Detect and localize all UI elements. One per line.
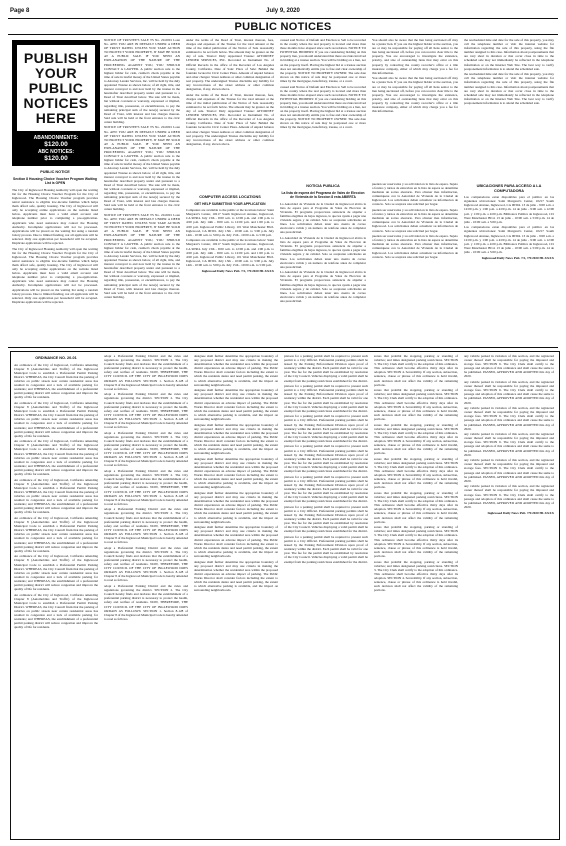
notice-body: under the terms of the Deed of Trust, interest thereon, fees, charges and expenses of the Trustee for the total amount at the time of the initial publication of the Notice of Sale reasonably estimated to be set forth below. The amount may be greater on the day of sale. Trustor: Duly Appointed Trustee: ATTORNEY LENDER SERVICES, INC. Recorded as Instrument No. of Official Records in the office of the Recorder of Los Angeles County, California. Date of Sale: Place of Sale: Behind the fountain located in Civic Center Plaza. Amount of unpaid balance and other charges: Street Address or other common designation of real property. The undersigned Trustee disclaims any liability for any incorrectness of the street address or other common designation, if any, shown above. (186, 92, 274, 146)
ordinance-body: platoon for a parking permit shall be required to present such permit to a City Official. Preferential parking permits shall be issued by the Parking Enforcement Division upon proof of residency within the district. Each permit shall be valid for one year. The fee for the permit shall be established by resolution of the City Council. Vehicles displaying a valid permit shall be exempt from the parking restrictions established for the district. (284, 534, 368, 564)
ordinance-body: designee shall further determine the appropriate boundary of any proposed district and may use criteria in making the determination whether the residential area within the proposed district experiences an adverse impact of parking. The Public Works Director shall consider factors including the extent to which the residents desire and need permit parking, the extent to which alternative parking is available, and the impact on surrounding neighborhoods. (194, 388, 278, 421)
ordinance-body: An ordinance of the City of Inglewood, California amending Chapter 8 (Automobiles and Traffic) of the Inglewood Municipal Code to establish a Preferential Permit Parking District. WHEREAS, the City Council finds that the parking of vehicles on public streets near certain residential areas has resulted in congestion and a lack of available parking for residents; and WHEREAS, the establishment of a preferential permit parking district will reduce congestion and improve the quality of life for residents. (14, 592, 98, 630)
ordinance-col-3 (194, 354, 278, 834)
notice-heading: COMPUTER ACCESS LOCATIONS (199, 195, 261, 199)
ad-price2: $120.00 (44, 154, 68, 162)
ordinance-body: adopt a Preferential Parking District and the rules and regulations governing the district. SECTION 2. The City Council hereby finds and declares that the establishment of a preferential parking district is necessary to protect the health, safety and welfare of residents. NOW, THEREFORE, THE CITY COUNCIL OF THE CITY OF INGLEWOOD DOES ORDAIN AS FOLLOWS: SECTION 1. Section 8-128 of Chapter 8 of the Inglewood Municipal Code is hereby amended to read as follows. (104, 507, 188, 545)
notice-subheading: GET HELP SUBMITTING YOUR APPLICATION (194, 201, 266, 206)
ordinance-body: platoon for a parking permit shall be required to present such permit to a City Official. Preferential parking permits shall be issued by the Parking Enforcement Division upon proof of residency within the district. Each permit shall be valid for one year. The fee for the permit shall be established by resolution of the City Council. Vehicles displaying a valid permit shall be exempt from the parking restrictions established for the district. (284, 504, 368, 534)
notice-body: La Autoridad de Vivienda de la Ciudad de Inglewood abrira la lista de espera para el Programa de Vales de Eleccion de Vivienda. El programa proporciona asistencia de alquiler a familias elegibles de bajos ingresos, lo que les ayuda a pagar una vivienda segura y de calidad. Solo se aceptaran solicitudes en linea. Los solicitantes deben tener una cuenta de correo electronico valida y un numero de telefono antes de completar una presolicitud. (280, 236, 366, 269)
ordinance-body: adopt a Preferential Parking District and the rules and regulations governing the district. SECTION 2. The City Council hereby finds and declares that the establishment of a preferential parking district is necessary to protect the health, safety and welfare of residents. NOW, THEREFORE, THE CITY COUNCIL OF THE CITY OF INGLEWOOD DOES ORDAIN AS FOLLOWS: SECTION 1. Section 8-128 of Chapter 8 of the Inglewood Municipal Code is hereby amended to read as follows. (104, 469, 188, 506)
ordinance-body: zones that prohibit the stopping, parking or standing of vehicles; and times designated parking restrictions. SECTION 3. The City Clerk shall certify to the adoption of this ordinance. This ordinance shall become effective thirty days after its adoption. SECTION 4. Severability. If any section, subsection, sentence, clause or phrase of this ordinance is held invalid, such decision shall not affect the validity of the remaining portions. (374, 388, 458, 421)
ordinance-body: designee shall further determine the appropriate boundary of any proposed district and may use criteria in making the determination whether the residential area within the proposed district experiences an adverse impact of parking. The Public Works Director shall consider factors including the extent to which the residents desire and need permit parking, the extent to which alternative parking is available, and the impact on surrounding neighborhoods. (194, 456, 278, 490)
ordinance-body: zones that prohibit the stopping, parking or standing of vehicles; and times designated parking restrictions. SECTION 3. The City Clerk shall certify to the adoption of this ordinance. This ordinance shall become effective thirty days after its adoption. SECTION 4. Severability. If any section, subsection, sentence, clause or phrase of this ordinance is held invalid, such decision shall not affect the validity of the remaining portions. (374, 354, 458, 387)
title-rule (8, 34, 558, 35)
notice-computer-access (186, 193, 274, 343)
notice-trustee-junior-lien (372, 38, 458, 178)
ordinance-body: An ordinance of the City of Inglewood, California amending Chapter 8 (Automobiles and Traffic) of the Inglewood Municipal Code to establish a Preferential Permit Parking District. WHEREAS, the City Council finds that the parking of vehicles on public streets near certain residential areas has resulted in congestion and a lack of available parking for residents; and WHEREAS, the establishment of a preferential permit parking district will reduce congestion and improve the quality of life for residents. (14, 439, 98, 477)
ordinance-body: designee shall further determine the appropriate boundary of any proposed district and may use criteria in making the determination whether the residential area within the proposed district experiences an adverse impact of parking. The Public Works Director shall consider factors including the extent to which the residents desire and need permit parking, the extent to which alternative parking is available, and the impact on surrounding neighborhoods. (194, 422, 278, 456)
ordinance-body: any vehicle parked in violation of this section, and the registered owner thereof shall be responsible for paying the impound and storage fees. SECTION 6. The City Clerk shall certify to the passage and adoption of this ordinance and shall cause the same to be published. PASSED, APPROVED AND ADOPTED this day of 2020. (464, 406, 554, 431)
section-divider (8, 347, 558, 348)
section-title: PUBLIC NOTICES (234, 21, 332, 33)
ad-line: PUBLIC (28, 79, 84, 96)
notice-heading: UBICACIONES PARA ACCESO A LA COMPUTADORA (476, 184, 542, 193)
ordinance-body: any vehicle parked in violation of this section, and the registered owner thereof shall be responsible for paying the impound and storage fees. SECTION 6. The City Clerk shall certify to the passage and adoption of this ordinance and shall cause the same to be published. PASSED, APPROVED AND ADOPTED this day of 2020. (464, 484, 554, 509)
notice-body: La Autoridad de Vivienda de la Ciudad de Inglewood abrira la lista de espera para el Programa de Vales de Eleccion de Vivienda. El programa proporciona asistencia de alquiler a familias elegibles de bajos ingresos, lo que les ayuda a pagar una vivienda segura y de calidad. Solo se aceptaran solicitudes en linea. Los solicitantes deben tener una cuenta de correo electronico valida y un numero de telefono antes de completar una presolicitud. (280, 270, 366, 303)
ordinance-body: platoon for a parking permit shall be required to present such permit to a City Official. Preferential parking permits shall be issued by the Parking Enforcement Division upon proof of residency within the district. Each permit shall be valid for one year. The fee for the permit shall be established by resolution of the City Council. Vehicles displaying a valid permit shall be exempt from the parking restrictions established for the district. (284, 354, 368, 383)
notice-body: caused said Notice of Default and Election to Sell to be recorded in the county where the real property is located and more than three months have elapsed since such recordation. NOTICE TO POTENTIAL BIDDERS: If you are considering bidding on this property lien, you should understand that there are risks involved in bidding at a trustee auction. You will be bidding on a lien, not on the property itself. Placing the highest bid at a trustee auction does not automatically entitle you to free and clear ownership of the property. NOTICE TO PROPERTY OWNER: The sale date shown on this notice of sale may be postponed one or more times by the mortgagee, beneficiary, trustee, or a court. (280, 84, 366, 130)
ordinance-col-6 (464, 354, 554, 834)
notice-body: You should also be aware that the lien being auctioned off may be a junior lien. If you are the highest bidder at the auction, you are or may be responsible for paying off all liens senior to the lien being auctioned off, before you can receive clear title to the property. You are encouraged to investigate the existence, priority, and size of outstanding liens that may exist on this property by contacting the county recorder's office or a title insurance company, either of which may charge you a fee for this information. (372, 38, 458, 75)
issue-date: July 9, 2020 (266, 8, 300, 14)
ad-headline (17, 45, 95, 131)
publication-line: Inglewood Daily News Pub. 7/9/2020 HI-XXXX (487, 510, 554, 515)
ordinance-body: adopt a Preferential Parking District and the rules and regulations governing the district. SECTION 2. The City Council hereby finds and declares that the establishment of a preferential parking district is necessary to protect the health, safety and welfare of residents. NOW, THEREFORE, THE CITY COUNCIL OF THE CITY OF INGLEWOOD DOES ORDAIN AS FOLLOWS: SECTION 1. Section 8-128 of Chapter 8 of the Inglewood Municipal Code is hereby amended to read as follows. (104, 430, 188, 468)
ad-line: NOTICES (23, 94, 89, 111)
publication-line: Inglewood Daily News Pub. 7/2, 7/9/2020 HI-XXXX (201, 269, 274, 273)
ordinance-body: any vehicle parked in violation of this section, and the registered owner thereof shall be responsible for paying the impound and storage fees. SECTION 6. The City Clerk shall certify to the passage and adoption of this ordinance and shall cause the same to be published. PASSED, APPROVED AND ADOPTED this day of 2020. (464, 354, 554, 379)
ad-line: YOUR (34, 64, 78, 81)
ordinance-body: any vehicle parked in violation of this section, and the registered owner thereof shall be responsible for paying the impound and storage fees. SECTION 6. The City Clerk shall certify to the passage and adoption of this ordinance and shall cause the same to be published. PASSED, APPROVED AND ADOPTED this day of 2020. (464, 380, 554, 405)
notice-body: pueden ser reservadas y su actividad en la lista de espera. Sujeto a fondos y turnos de entrevista en la lista de espera se determina mediante un sorteo aleatorio. Para obtener mas informacion, comuniquese con la Autoridad de Vivienda de la Ciudad de Inglewood. Los solicitantes deben actualizar su informacion de contacto. Solo se aceptara una solicitud por hogar. (372, 182, 458, 207)
ad-price2-label: ABC NOTICES: (37, 148, 75, 155)
notice-body: pueden ser reservadas y su actividad en la lista de espera. Sujeto a fondos y turnos de entrevista en la lista de espera se determina mediante un sorteo aleatorio. Para obtener mas informacion, comuniquese con la Autoridad de Vivienda de la Ciudad de Inglewood. Los solicitantes deben actualizar su informacion de contacto. Solo se aceptara una solicitud por hogar. (372, 208, 458, 233)
notice-body: The City of Inglewood Housing Authority will open the waiting list for the Housing Choice Voucher Program for the City of Inglewood. The Housing Choice Voucher program provides rental assistance to eligible low-income families which helps them afford safe, quality housing. The City of Inglewood will only be accepting online applications on the website listed below. Applicants must have a valid email account and telephone number prior to completing a pre-application. Applicants who need assistance may contact the Housing Authority. Incomplete applications will not be processed. Applications will be placed on the waiting list using a random lottery process. Due to limited funding, not all applicants will be selected. Only one application per household will be accepted. Duplicate applications will be rejected. (12, 187, 98, 245)
ad-price1: $120.00 (44, 141, 68, 148)
notice-trustee-sale (104, 38, 180, 344)
notice-body: Las computadoras estan disponibles para el publico en las siguientes ubicaciones: Saint Margaret's Center, 10217 South Inglewood Avenue, Inglewood, CA 90304. 13 de julio - 9:00 a.m. a 12:00 p.m. y 1:00 p.m. a 4:00 p.m. 14 de julio - 9:00 a.m. a 12:00 p.m. y 1:00 p.m. a 4:00 p.m. Biblioteca Publica de Inglewood, 101 West Manchester Blvd. 13 de julio - 10:00 a.m. a 5:00 p.m. 14 de julio - 10:00 a.m. a 5:00 p.m. (464, 225, 554, 254)
ordinance-body: zones that prohibit the stopping, parking or standing of vehicles; and times designated parking restrictions. SECTION 3. The City Clerk shall certify to the adoption of this ordinance. This ordinance shall become effective thirty days after its adoption. SECTION 4. Severability. If any section, subsection, sentence, clause or phrase of this ordinance is held invalid, such decision shall not affect the validity of the remaining portions. (374, 525, 458, 558)
ordinance-body: adopt a Preferential Parking District and the rules and regulations governing the district. SECTION 2. The City Council hereby finds and declares that the establishment of a preferential parking district is necessary to protect the health, safety and welfare of residents. NOW, THEREFORE, THE CITY COUNCIL OF THE CITY OF INGLEWOOD DOES ORDAIN AS FOLLOWS: SECTION 1. Section 8-128 of Chapter 8 of the Inglewood Municipal Code is hereby amended to read as follows. (104, 545, 188, 583)
notice-body: under the terms of the Deed of Trust, interest thereon, fees, charges and expenses of the Trustee for the total amount at the time of the initial publication of the Notice of Sale reasonably estimated to be set forth below. The amount may be greater on the day of sale. Trustor: Duly Appointed Trustee: ATTORNEY LENDER SERVICES, INC. Recorded as Instrument No. of Official Records in the office of the Recorder of Los Angeles County, California. Date of Sale: Place of Sale: Behind the fountain located in Civic Center Plaza. Amount of unpaid balance and other charges: Street Address or other common designation of real property. The undersigned Trustee disclaims any liability for any incorrectness of the street address or other common designation, if any, shown above. (186, 38, 274, 92)
ad-prices (17, 135, 95, 162)
ad-line: HERE (35, 109, 77, 126)
ordinance-body: An ordinance of the City of Inglewood, California amending Chapter 8 (Automobiles and Traffic) of the Inglewood Municipal Code to establish a Preferential Permit Parking District. WHEREAS, the City Council finds that the parking of vehicles on public streets near certain residential areas has resulted in congestion and a lack of available parking for residents; and WHEREAS, the establishment of a preferential permit parking district will reduce congestion and improve the quality of life for residents. (14, 477, 98, 515)
ordinance-body: adopt a Preferential Parking District and the rules and regulations governing the district. SECTION 2. The City Council hereby finds and declares that the establishment of a preferential parking district is necessary to protect the health, safety and welfare of residents. NOW, THEREFORE, THE CITY COUNCIL OF THE CITY OF INGLEWOOD DOES ORDAIN AS FOLLOWS: SECTION 1. Section 8-128 of Chapter 8 of the Inglewood Municipal Code is hereby amended to read as follows. (104, 392, 188, 430)
ordinance-heading: ORDINANCE NO. 20-01 (35, 356, 77, 360)
notice-body: pueden ser reservadas y su actividad en la lista de espera. Sujeto a fondos y turnos de entrevista en la lista de espera se determina mediante un sorteo aleatorio. Para obtener mas informacion, comuniquese con la Autoridad de Vivienda de la Ciudad de Inglewood. Los solicitantes deben actualizar su informacion de contacto. Solo se aceptara una solicitud por hogar. (372, 234, 458, 259)
page-header (10, 8, 556, 18)
notice-subheading: La lista de espera del Programa de Vales de Eleccion de Vivienda de la Seccion 8 esta ABIERTA (281, 190, 365, 200)
ordinance-body: any vehicle parked in violation of this section, and the registered owner thereof shall be responsible for paying the impound and storage fees. SECTION 6. The City Clerk shall certify to the passage and adoption of this ordinance and shall cause the same to be published. PASSED, APPROVED AND ADOPTED this day of 2020. (464, 458, 554, 483)
ad-line: PUBLISH (23, 49, 89, 66)
ad-price1-label: ABANDONMENTS: (33, 135, 79, 141)
page-number: Page 8 (10, 8, 30, 14)
publication-line: Inglewood Daily News Pub. 7/2, 7/9/2020 HI-XXXX (481, 256, 554, 260)
notice-subheading: Section 8 Housing Choice Voucher Program Waiting List is OPEN (12, 176, 98, 186)
ordinance-body: designee shall further determine the appropriate boundary of any proposed district and may use criteria in making the determination whether the residential area within the proposed district experiences an adverse impact of parking. The Public Works Director shall consider factors including the extent to which the residents desire and need permit parking, the extent to which alternative parking is available, and the impact on surrounding neighborhoods. (194, 525, 278, 558)
notice-body: caused said Notice of Default and Election to Sell to be recorded in the county where the real property is located and more than three months have elapsed since such recordation. NOTICE TO POTENTIAL BIDDERS: If you are considering bidding on this property lien, you should understand that there are risks involved in bidding at a trustee auction. You will be bidding on a lien, not on the property itself. Placing the highest bid at a trustee auction does not automatically entitle you to free and clear ownership of the property. NOTICE TO PROPERTY OWNER: The sale date shown on this notice of sale may be postponed one or more times by the mortgagee, beneficiary, trustee, or a court. (280, 38, 366, 83)
notice-trustee-postponement (464, 38, 554, 178)
ordinance-col-4 (284, 354, 368, 834)
header-rule (8, 18, 558, 19)
ordinance-body: designee shall further determine the appropriate boundary of any proposed district and may use criteria in making the determination whether the residential area within the proposed district experiences an adverse impact of parking. The Public Works Director shall consider factors including the extent to which the residents desire and need permit parking, the extent to which alternative parking is available, and the impact on surrounding neighborhoods. (194, 354, 278, 387)
notice-heading: PUBLIC NOTICE (40, 170, 70, 174)
ordinance-body: adopt a Preferential Parking District and the rules and regulations governing the district. SECTION 2. The City Council hereby finds and declares that the establishment of a preferential parking district is necessary to protect the health, safety and welfare of residents. NOW, THEREFORE, THE CITY COUNCIL OF THE CITY OF INGLEWOOD DOES ORDAIN AS FOLLOWS: SECTION 1. Section 8-128 of Chapter 8 of the Inglewood Municipal Code is hereby amended to read as follows. (104, 584, 188, 621)
ordinance-body: platoon for a parking permit shall be required to present such permit to a City Official. Preferential parking permits shall be issued by the Parking Enforcement Division upon proof of residency within the district. Each permit shall be valid for one year. The fee for the permit shall be established by resolution of the City Council. Vehicles displaying a valid permit shall be exempt from the parking restrictions established for the district. (284, 384, 368, 413)
ordinance-body: platoon for a parking permit shall be required to present such permit to a City Official. Preferential parking permits shall be issued by the Parking Enforcement Division upon proof of residency within the district. Each permit shall be valid for one year. The fee for the permit shall be established by resolution of the City Council. Vehicles displaying a valid permit shall be exempt from the parking restrictions established for the district. (284, 444, 368, 474)
ordinance-body: adopt a Preferential Parking District and the rules and regulations governing the district. SECTION 2. The City Council hereby finds and declares that the establishment of a preferential parking district is necessary to protect the health, safety and welfare of residents. NOW, THEREFORE, THE CITY COUNCIL OF THE CITY OF INGLEWOOD DOES ORDAIN AS FOLLOWS: SECTION 1. Section 8-128 of Chapter 8 of the Inglewood Municipal Code is hereby amended to read as follows. (104, 354, 188, 391)
notice-body: You should also be aware that the lien being auctioned off may be a junior lien. If you are the highest bidder at the auction, you are or may be responsible for paying off all liens senior to the lien being auctioned off, before you can receive clear title to the property. You are encouraged to investigate the existence, priority, and size of outstanding liens that may exist on this property by contacting the county recorder's office or a title insurance company, either of which may charge you a fee for this information. (372, 76, 458, 114)
ordinance-col-5 (374, 354, 458, 834)
notice-body: the rescheduled time and date for the sale of this property, you may call the telephone number or visit the internet website for information regarding the sale of this property, using the file number assigned to this case. Information about postponements that are very short in duration or that occur close in time to the scheduled sale may not immediately be reflected in the telephone information or on the Internet Web Site. The best way to verify postponement information is to attend the scheduled sale. (464, 72, 554, 105)
ordinance-col-1 (14, 354, 98, 834)
notice-body: Computers are available to the public at the locations below: Saint Margaret's Center, 10217 South Inglewood Avenue, Inglewood, CA 90304. July 13th - 9:00 a.m. to 12:00 p.m. and 1:00 p.m. to 4:00 p.m. July 14th - 9:00 a.m. to 12:00 p.m. and 1:00 p.m. to 4:00 p.m. Inglewood Public Library, 101 West Manchester Blvd. Inglewood, CA 90301. July 13th - 10:00 a.m. to 5:00 p.m. July 14th - 10:00 a.m. to 5:00 p.m. July 15th - 10:00 a.m. to 5:00 p.m. (186, 238, 274, 267)
ordinance-body: platoon for a parking permit shall be required to present such permit to a City Official. Preferential parking permits shall be issued by the Parking Enforcement Division upon proof of residency within the district. Each permit shall be valid for one year. The fee for the permit shall be established by resolution of the City Council. Vehicles displaying a valid permit shall be exempt from the parking restrictions established for the district. (284, 474, 368, 504)
ordinance-body: An ordinance of the City of Inglewood, California amending Chapter 8 (Automobiles and Traffic) of the Inglewood Municipal Code to establish a Preferential Permit Parking District. WHEREAS, the City Council finds that the parking of vehicles on public streets near certain residential areas has resulted in congestion and a lack of available parking for residents; and WHEREAS, the establishment of a preferential permit parking district will reduce congestion and improve the quality of life for residents. (14, 362, 98, 400)
ordinance-body: platoon for a parking permit shall be required to present such permit to a City Official. Preferential parking permits shall be issued by the Parking Enforcement Division upon proof of residency within the district. Each permit shall be valid for one year. The fee for the permit shall be established by resolution of the City Council. Vehicles displaying a valid permit shall be exempt from the parking restrictions established for the district. (284, 414, 368, 443)
notice-body: Las computadoras estan disponibles para el publico en las siguientes ubicaciones: Saint Margaret's Center, 10217 South Inglewood Avenue, Inglewood, CA 90304. 13 de julio - 9:00 a.m. a 12:00 p.m. y 1:00 p.m. a 4:00 p.m. 14 de julio - 9:00 a.m. a 12:00 p.m. y 1:00 p.m. a 4:00 p.m. Biblioteca Publica de Inglewood, 101 West Manchester Blvd. 13 de julio - 10:00 a.m. a 5:00 p.m. 14 de julio - 10:00 a.m. a 5:00 p.m. (464, 195, 554, 224)
notice-body: NOTICE OF TRUSTEE'S SALE TS No. 20-0001 Loan No. APN: YOU ARE IN DEFAULT UNDER A DEED OF TRUST DATED. UNLESS YOU TAKE ACTION TO PROTECT YOUR PROPERTY, IT MAY BE SOLD AT A PUBLIC SALE. IF YOU NEED AN EXPLANATION OF THE NATURE OF THE PROCEEDING AGAINST YOU, YOU SHOULD CONTACT A LAWYER. A public auction sale to the highest bidder for cash, cashier's check payable at the time of sale in lawful money of the United States payable to Attorney Lender Services, Inc. will be held by the duly appointed Trustee as shown below, of all right, title, and interest conveyed to and now held by the trustee in the hereinafter described property under and pursuant to a Deed of Trust described below. The sale will be made, but without covenant or warranty, expressed or implied, regarding title, possession, or encumbrances, to pay the remaining principal sum of the note(s) secured by the Deed of Trust, with interest and late charges thereon. Said sale will be held at the front entrance to the civic center building. (104, 38, 180, 124)
notice-section8-es (280, 182, 366, 344)
notice-body: the rescheduled time and date for the sale of this property, you may call the telephone number or visit the internet website for information regarding the sale of this property, using the file number assigned to this case. Information about postponements that are very short in duration or that occur close in time to the scheduled sale may not immediately be reflected in the telephone information or on the Internet Web Site. The best way to verify postponement information is to attend the scheduled sale. (464, 38, 554, 71)
notice-section8-en (12, 168, 98, 348)
ordinance-body: An ordinance of the City of Inglewood, California amending Chapter 8 (Automobiles and Traffic) of the Inglewood Municipal Code to establish a Preferential Permit Parking District. WHEREAS, the City Council finds that the parking of vehicles on public streets near certain residential areas has resulted in congestion and a lack of available parking for residents; and WHEREAS, the establishment of a preferential permit parking district will reduce congestion and improve the quality of life for residents. (14, 554, 98, 592)
notice-body: The City of Inglewood Housing Authority will open the waiting list for the Housing Choice Voucher Program for the City of Inglewood. The Housing Choice Voucher program provides rental assistance to eligible low-income families which helps them afford safe, quality housing. The City of Inglewood will only be accepting online applications on the website listed below. Applicants must have a valid email account and telephone number prior to completing a pre-application. Applicants who need assistance may contact the Housing Authority. Incomplete applications will not be processed. Applications will be placed on the waiting list using a random lottery process. Due to limited funding, not all applicants will be selected. Only one application per household will be accepted. Duplicate applications will be rejected. (12, 246, 98, 304)
notice-trustee-sale-cont (186, 38, 274, 190)
notice-body: NOTICE OF TRUSTEE'S SALE TS No. 20-0001 Loan No. APN: YOU ARE IN DEFAULT UNDER A DEED OF TRUST DATED. UNLESS YOU TAKE ACTION TO PROTECT YOUR PROPERTY, IT MAY BE SOLD AT A PUBLIC SALE. IF YOU NEED AN EXPLANATION OF THE NATURE OF THE PROCEEDING AGAINST YOU, YOU SHOULD CONTACT A LAWYER. A public auction sale to the highest bidder for cash, cashier's check payable at the time of sale in lawful money of the United States payable to Attorney Lender Services, Inc. will be held by the duly appointed Trustee as shown below, of all right, title, and interest conveyed to and now held by the trustee in the hereinafter described property under and pursuant to a Deed of Trust described below. The sale will be made, but without covenant or warranty, expressed or implied, regarding title, possession, or encumbrances, to pay the remaining principal sum of the note(s) secured by the Deed of Trust, with interest and late charges thereon. Said sale will be held at the front entrance to the civic center building. (104, 125, 180, 212)
ordinance-body: zones that prohibit the stopping, parking or standing of vehicles; and times designated parking restrictions. SECTION 3. The City Clerk shall certify to the adoption of this ordinance. This ordinance shall become effective thirty days after its adoption. SECTION 4. Severability. If any section, subsection, sentence, clause or phrase of this ordinance is held invalid, such decision shall not affect the validity of the remaining portions. (374, 456, 458, 490)
ordinance-body: zones that prohibit the stopping, parking or standing of vehicles; and times designated parking restrictions. SECTION 3. The City Clerk shall certify to the adoption of this ordinance. This ordinance shall become effective thirty days after its adoption. SECTION 4. Severability. If any section, subsection, sentence, clause or phrase of this ordinance is held invalid, such decision shall not affect the validity of the remaining portions. (374, 559, 458, 593)
ordinance-body: zones that prohibit the stopping, parking or standing of vehicles; and times designated parking restrictions. SECTION 3. The City Clerk shall certify to the adoption of this ordinance. This ordinance shall become effective thirty days after its adoption. SECTION 4. Severability. If any section, subsection, sentence, clause or phrase of this ordinance is held invalid, such decision shall not affect the validity of the remaining portions. (374, 491, 458, 524)
ordinance-body: An ordinance of the City of Inglewood, California amending Chapter 8 (Automobiles and Traffic) of the Inglewood Municipal Code to establish a Preferential Permit Parking District. WHEREAS, the City Council finds that the parking of vehicles on public streets near certain residential areas has resulted in congestion and a lack of available parking for residents; and WHEREAS, the establishment of a preferential permit parking district will reduce congestion and improve the quality of life for residents. (14, 515, 98, 553)
notice-heading: NOTICIA PUBLICA (306, 184, 340, 188)
ordinance-col-2 (104, 354, 188, 834)
ordinance-body: zones that prohibit the stopping, parking or standing of vehicles; and times designated parking restrictions. SECTION 3. The City Clerk shall certify to the adoption of this ordinance. This ordinance shall become effective thirty days after its adoption. SECTION 4. Severability. If any section, subsection, sentence, clause or phrase of this ordinance is held invalid, such decision shall not affect the validity of the remaining portions. (374, 422, 458, 456)
notice-body: NOTICE OF TRUSTEE'S SALE TS No. 20-0001 Loan No. APN: YOU ARE IN DEFAULT UNDER A DEED OF TRUST DATED. UNLESS YOU TAKE ACTION TO PROTECT YOUR PROPERTY, IT MAY BE SOLD AT A PUBLIC SALE. IF YOU NEED AN EXPLANATION OF THE NATURE OF THE PROCEEDING AGAINST YOU, YOU SHOULD CONTACT A LAWYER. A public auction sale to the highest bidder for cash, cashier's check payable at the time of sale in lawful money of the United States payable to Attorney Lender Services, Inc. will be held by the duly appointed Trustee as shown below, of all right, title, and interest conveyed to and now held by the trustee in the hereinafter described property under and pursuant to a Deed of Trust described below. The sale will be made, but without covenant or warranty, expressed or implied, regarding title, possession, or encumbrances, to pay the remaining principal sum of the note(s) secured by the Deed of Trust, with interest and late charges thereon. Said sale will be held at the front entrance to the civic center building. (104, 212, 180, 299)
ordinance-body: any vehicle parked in violation of this section, and the registered owner thereof shall be responsible for paying the impound and storage fees. SECTION 6. The City Clerk shall certify to the passage and adoption of this ordinance and shall cause the same to be published. PASSED, APPROVED AND ADOPTED this day of 2020. (464, 432, 554, 457)
notice-computer-access-es (464, 182, 554, 344)
ordinance-body: designee shall further determine the appropriate boundary of any proposed district and may use criteria in making the determination whether the residential area within the proposed district experiences an adverse impact of parking. The Public Works Director shall consider factors including the extent to which the residents desire and need permit parking, the extent to which alternative parking is available, and the impact on surrounding neighborhoods. (194, 491, 278, 524)
ordinance-body: designee shall further determine the appropriate boundary of any proposed district and may use criteria in making the determination whether the residential area within the proposed district experiences an adverse impact of parking. The Public Works Director shall consider factors including the extent to which the residents desire and need permit parking, the extent to which alternative parking is available, and the impact on surrounding neighborhoods. (194, 559, 278, 593)
ordinance-body: An ordinance of the City of Inglewood, California amending Chapter 8 (Automobiles and Traffic) of the Inglewood Municipal Code to establish a Preferential Permit Parking District. WHEREAS, the City Council finds that the parking of vehicles on public streets near certain residential areas has resulted in congestion and a lack of available parking for residents; and WHEREAS, the establishment of a preferential permit parking district will reduce congestion and improve the quality of life for residents. (14, 400, 98, 438)
notice-body: La Autoridad de Vivienda de la Ciudad de Inglewood abrira la lista de espera para el Programa de Vales de Eleccion de Vivienda. El programa proporciona asistencia de alquiler a familias elegibles de bajos ingresos, lo que les ayuda a pagar una vivienda segura y de calidad. Solo se aceptaran solicitudes en linea. Los solicitantes deben tener una cuenta de correo electronico valida y un numero de telefono antes de completar una presolicitud. (280, 201, 366, 235)
notice-trustee-risks (280, 38, 366, 178)
publish-notices-ad (12, 40, 100, 166)
notice-body: Computers are available to the public at the locations below: Saint Margaret's Center, 10217 South Inglewood Avenue, Inglewood, CA 90304. July 13th - 9:00 a.m. to 12:00 p.m. and 1:00 p.m. to 4:00 p.m. July 14th - 9:00 a.m. to 12:00 p.m. and 1:00 p.m. to 4:00 p.m. Inglewood Public Library, 101 West Manchester Blvd. Inglewood, CA 90301. July 13th - 10:00 a.m. to 5:00 p.m. July 14th - 10:00 a.m. to 5:00 p.m. July 15th - 10:00 a.m. to 5:00 p.m. (186, 208, 274, 237)
notice-section8-es-cont (372, 182, 458, 344)
